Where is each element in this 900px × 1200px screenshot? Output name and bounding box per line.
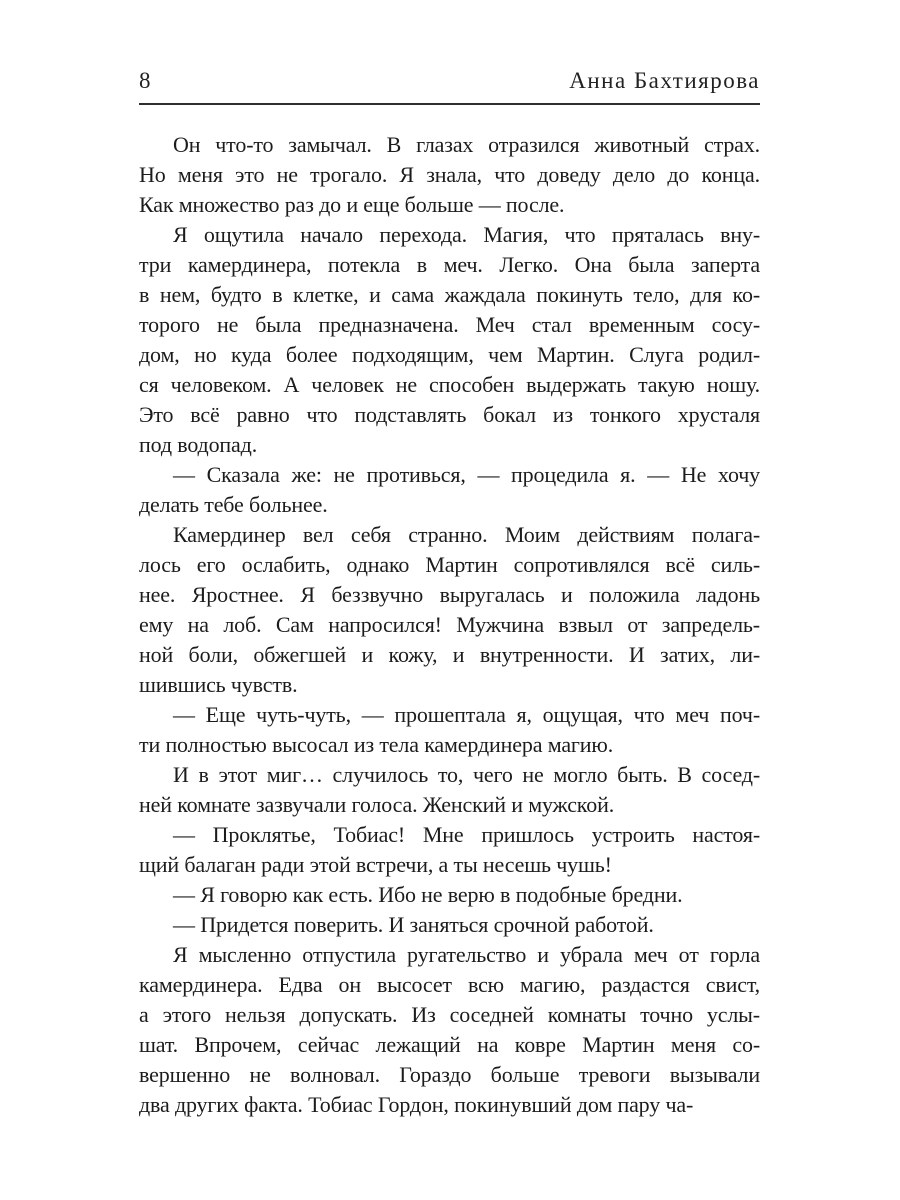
text-line: — Сказала же: не противься, — процедила я. — Не хочу <box>173 462 760 487</box>
text-line: шат. Впрочем, сейчас лежащий на ковре Мартин меня со- <box>139 1032 760 1057</box>
text-line: вершенно не волновал. Гораздо больше тревоги вызывали <box>139 1062 760 1087</box>
text-line: Но меня это не трогало. Я знала, что доведу дело до конца. <box>139 162 760 187</box>
running-header <box>139 64 760 94</box>
paragraph <box>139 880 760 910</box>
text-line: ней комнате зазвучали голоса. Женский и мужской. <box>139 792 615 817</box>
text-line: — Еще чуть-чуть, — прошептала я, ощущая, что меч поч- <box>173 702 760 727</box>
text-line: Это всё равно что подставлять бокал из тонкого хрусталя <box>139 402 760 427</box>
text-line: — Придется поверить. И заняться срочной работой. <box>173 912 654 937</box>
text-line: ной боли, обжегшей и кожу, и внутренности. И затих, ли- <box>139 642 760 667</box>
text-line: под водопад. <box>139 432 258 457</box>
text-line: ся человеком. А человек не способен выдержать такую ношу. <box>139 372 760 397</box>
text-line: камердинера. Едва он высосет всю магию, раздастся свист, <box>139 972 760 997</box>
page-body <box>139 130 760 1120</box>
paragraph <box>139 220 760 460</box>
text-line: шившись чувств. <box>139 672 298 697</box>
text-line: торого не была предназначена. Меч стал временным сосу- <box>139 312 760 337</box>
text-line: лось его ослабить, однако Мартин сопротивлялся всё силь- <box>139 552 760 577</box>
text-line: Он что-то замычал. В глазах отразился животный страх. <box>173 132 760 157</box>
text-line: — Проклятье, Тобиас! Мне пришлось устроить настоя- <box>173 822 760 847</box>
text-line: Я ощутила начало перехода. Магия, что пряталась вну- <box>173 222 760 247</box>
text-line: дом, но куда более подходящим, чем Мартин. Слуга родил- <box>139 342 760 367</box>
paragraph <box>139 760 760 820</box>
page-number: 8 <box>139 68 151 93</box>
text-line: Камердинер вел себя странно. Моим действиям полага- <box>173 522 760 547</box>
paragraph <box>139 940 760 1120</box>
paragraph <box>139 130 760 220</box>
text-line: — Я говорю как есть. Ибо не верю в подобные бредни. <box>173 882 683 907</box>
text-line: делать тебе больнее. <box>139 492 328 517</box>
text-line: щий балаган ради этой встречи, а ты несешь чушь! <box>139 852 612 877</box>
text-line: три камердинера, потекла в меч. Легко. Она была заперта <box>139 252 760 277</box>
text-line: И в этот миг… случилось то, чего не могло быть. В сосед- <box>173 762 760 787</box>
paragraph <box>139 520 760 700</box>
paragraph <box>139 910 760 940</box>
text-line: два других факта. Тобиас Гордон, покинувший дом пару ча- <box>139 1092 694 1117</box>
text-line: ти полностью высосал из тела камердинера магию. <box>139 732 614 757</box>
paragraph <box>139 460 760 520</box>
running-header-author: Анна Бахтиярова <box>569 68 760 93</box>
text-line: Я мысленно отпустила ругательство и убрала меч от горла <box>173 942 760 967</box>
text-line: ему на лоб. Сам напросился! Мужчина взвыл от запредель- <box>139 612 760 637</box>
paragraph <box>139 700 760 760</box>
text-line: в нем, будто в клетке, и сама жаждала покинуть тело, для ко- <box>139 282 760 307</box>
text-line: нее. Яростнее. Я беззвучно выругалась и положила ладонь <box>139 582 760 607</box>
paragraph <box>139 820 760 880</box>
header-rule <box>139 103 760 105</box>
text-line: а этого нельзя допускать. Из соседней комнаты точно услы- <box>139 1002 760 1027</box>
text-line: Как множество раз до и еще больше — после. <box>139 192 565 217</box>
